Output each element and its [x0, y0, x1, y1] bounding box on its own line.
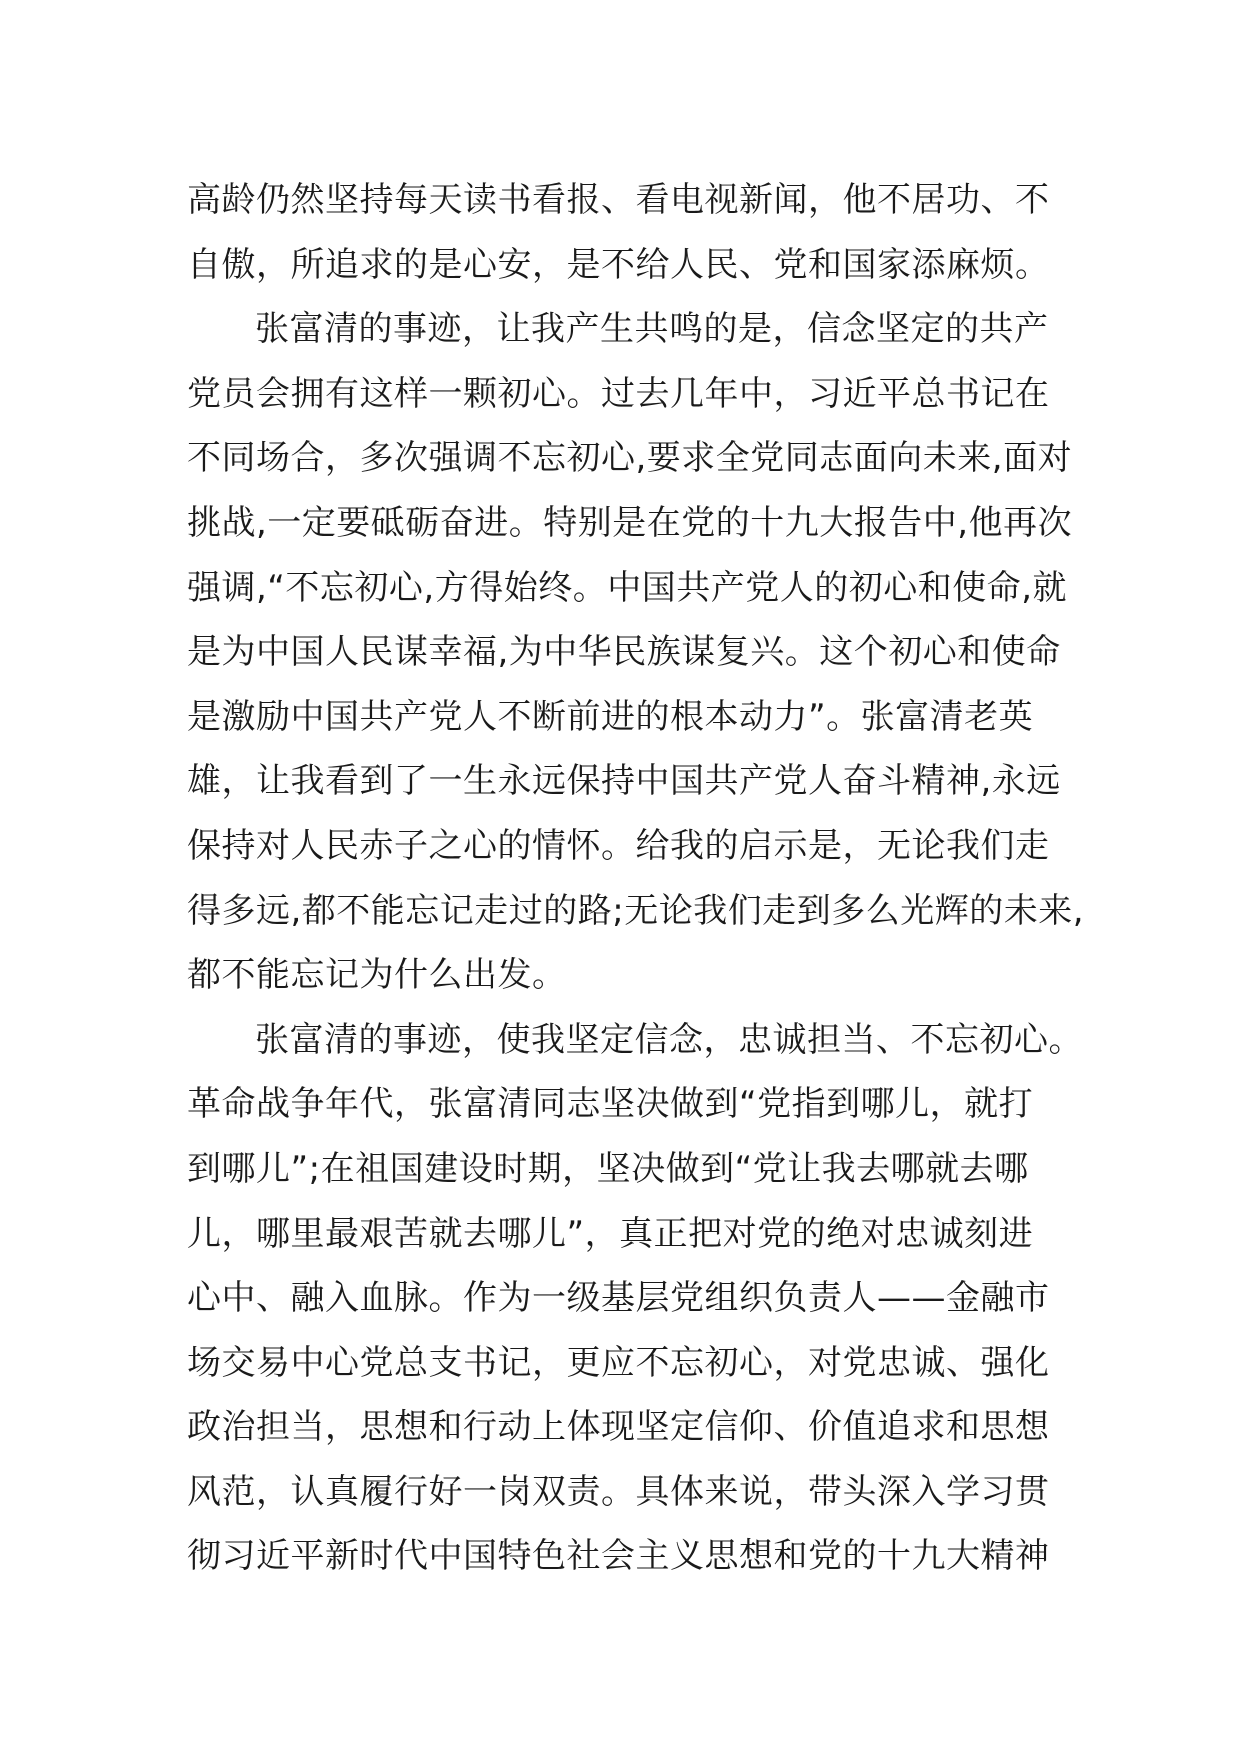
text-line: 儿，哪里最艰苦就去哪儿”，真正把对党的绝对忠诚刻进: [187, 1213, 1034, 1254]
text-line: 保持对人民赤子之心的情怀。给我的启示是，无论我们走: [187, 825, 1050, 866]
text-line: 雄，让我看到了一生永远保持中国共产党人奋斗精神,永远: [187, 761, 1061, 802]
text-line: 彻习近平新时代中国特色社会主义思想和党的十九大精神: [187, 1536, 1050, 1577]
text-line: 自傲，所追求的是心安，是不给人民、党和国家添麻烦。: [187, 244, 1050, 285]
text-line: 革命战争年代，张富清同志坚决做到“党指到哪儿，就打: [187, 1084, 1034, 1125]
text-line: 党员会拥有这样一颗初心。过去几年中，习近平总书记在: [187, 373, 1050, 414]
text-line: 场交易中心党总支书记，更应不忘初心，对党忠诚、强化: [187, 1342, 1050, 1383]
text-line: 到哪儿”;在祖国建设时期，坚决做到“党让我去哪就去哪: [187, 1148, 1029, 1189]
text-line: 是激励中国共产党人不断前进的根本动力”。张富清老英: [187, 696, 1034, 737]
text-line: 高龄仍然坚持每天读书看报、看电视新闻，他不居功、不: [187, 180, 1050, 220]
body-text: [187, 168, 1085, 1589]
text-line: 张富清的事迹，让我产生共鸣的是，信念坚定的共产: [255, 309, 1049, 350]
text-line: 心中、融入血脉。作为一级基层党组织负责人——金融市: [187, 1278, 1050, 1319]
text-line: 是为中国人民谋幸福,为中华民族谋复兴。这个初心和使命: [187, 632, 1061, 673]
text-line: 张富清的事迹，使我坚定信念，忠诚担当、不忘初心。: [255, 1019, 1083, 1060]
text-line: 风范，认真履行好一岗双责。具体来说，带头深入学习贯: [187, 1471, 1050, 1512]
text-line: 强调,“不忘初心,方得始终。中国共产党人的初心和使命,就: [187, 567, 1068, 608]
text-line: 都不能忘记为什么出发。: [187, 955, 567, 996]
text-line: 不同场合，多次强调不忘初心,要求全党同志面向未来,面对: [187, 438, 1073, 479]
text-line: 政治担当，思想和行动上体现坚定信仰、价值追求和思想: [187, 1407, 1050, 1448]
text-line: 挑战,一定要砥砺奋进。特别是在党的十九大报告中,他再次: [187, 502, 1073, 543]
text-line: 得多远,都不能忘记走过的路;无论我们走到多么光辉的未来,: [187, 890, 1085, 931]
